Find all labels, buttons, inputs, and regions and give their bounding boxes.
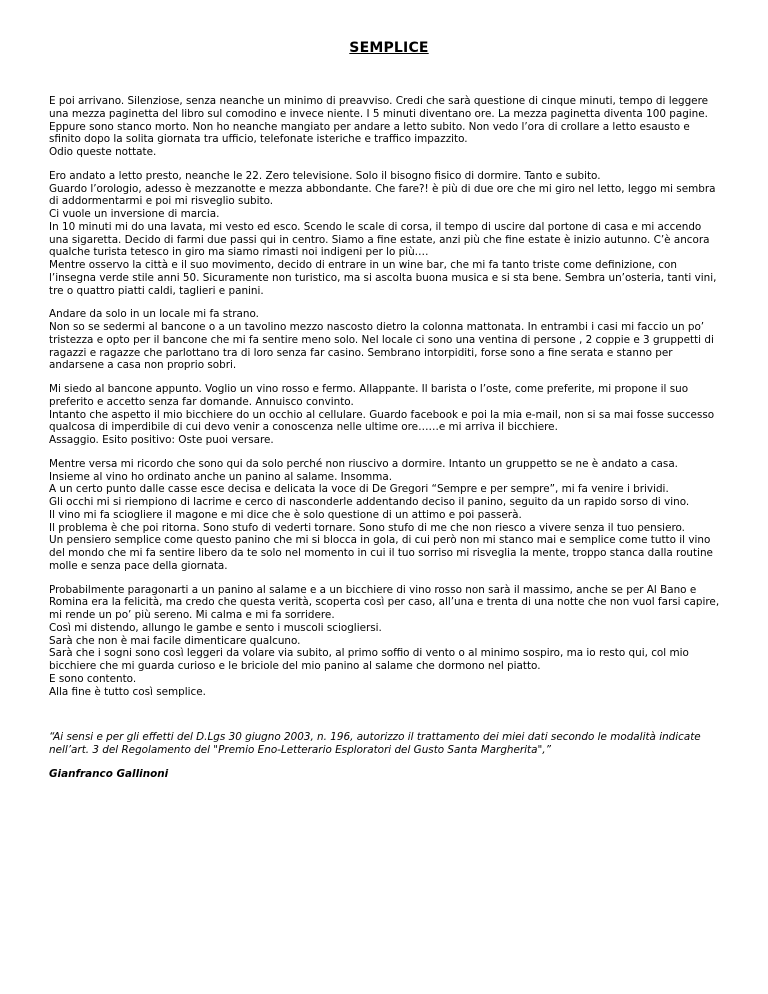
text-line: Un pensiero semplice come questo panino che mi si blocca in gola, di cui però non mi stanco mai e semplice come tutto il vino	[49, 534, 711, 547]
author-signature: Gianfranco Gallinoni	[49, 767, 169, 780]
document-title: SEMPLICE	[349, 40, 429, 56]
story-paragraph	[49, 308, 729, 372]
story-paragraph	[49, 170, 729, 298]
text-line: Guardo l’orologio, adesso è mezzanotte e mezza abbondante. Che fare?! è più di due ore che mi giro nel letto, leggo mi sembra	[49, 182, 716, 195]
text-line: Intanto che aspetto il mio bicchiere do un occhio al cellulare. Guardo facebook e poi la mia e-mail, non si sa mai fosse successo	[49, 408, 715, 421]
text-line: Insieme al vino ho ordinato anche un panino al salame. Insomma.	[49, 470, 393, 483]
text-line: bicchiere che mi guarda curioso e le briciole del mio panino al salame che dormono nel piatto.	[49, 660, 541, 672]
document-page	[49, 0, 729, 781]
story-paragraph	[49, 383, 729, 447]
text-line: preferito e accetto senza far domande. Annuisco convinto.	[49, 395, 354, 408]
text-line: del mondo che mi fa sentire libero da te solo nel momento in cui il tuo sorriso mi risveglia la mente, troppo stanca dalla routine	[49, 547, 713, 559]
text-line: Assaggio. Esito positivo: Oste puoi versare.	[49, 434, 274, 446]
text-line: Non so se sedermi al bancone o a un tavolino mezzo nascosto dietro la colonna mattonata. In entrambi i casi mi faccio un po’	[49, 321, 705, 333]
text-line: E poi arrivano. Silenziose, senza neanche un minimo di preavviso. Credi che sarà questione di cinque minuti, tempo di leggere	[49, 95, 709, 107]
text-line: mi rende un po’ più sereno. Mi calma e mi fa sorridere.	[49, 609, 335, 621]
text-line: molle e senza pace della giornata.	[49, 559, 228, 572]
text-line: Il vino mi fa sciogliere il magone e mi dice che è solo questione di un attimo e poi passerà.	[49, 508, 522, 521]
text-line: di addormentarmi e poi mi risveglio subito.	[49, 195, 274, 208]
text-line: E sono contento.	[49, 672, 137, 685]
text-line: una mezza paginetta del libro sul comodino e invece niente. I 5 minuti diventano ore. La mezza paginetta diventa 100 pagine.	[49, 107, 708, 120]
text-line: Ci vuole un inversione di marcia.	[49, 208, 220, 220]
text-line: Probabilmente paragonarti a un panino al salame e a un bicchiere di vino rosso non sarà il massimo, anche se per Al Bano e	[49, 583, 697, 596]
consent-line: nell’art. 3 del Regolamento del "Premio Eno-Letterario Esploratori del Gusto Santa Margherita",”	[49, 744, 551, 756]
text-line: Romina era la felicità, ma credo che questa verità, scoperta così per caso, all’una e trenta di una notte che non vuol farsi capire,	[49, 596, 720, 609]
text-line: tristezza e opto per il bancone che mi fa sentire meno solo. Nel locale ci sono una ventina di persone , 2 coppie e 3 gruppetti di	[49, 333, 714, 346]
text-line: Odio queste nottate.	[49, 146, 157, 158]
text-line: Alla fine è tutto così semplice.	[49, 685, 206, 698]
text-line: Mentre versa mi ricordo che sono qui da solo perché non riuscivo a dormire. Intanto un gruppetto se ne è andato a casa.	[49, 457, 678, 470]
text-line: qualche turista tetesco in giro ma siamo rimasti noi indigeni per lo più….	[49, 246, 429, 259]
text-line: Sarà che non è mai facile dimenticare qualcuno.	[49, 634, 301, 647]
text-line: Ero andato a letto presto, neanche le 22. Zero televisione. Solo il bisogno fisico di dormire. Tanto e subito.	[49, 169, 601, 182]
text-line: tre o quattro piatti caldi, taglieri e panini.	[49, 284, 264, 297]
consent-line: “Ai sensi e per gli effetti del D.Lgs 30 giugno 2003, n. 196, autorizzo il trattamento dei miei dati secondo le modalità indicate	[49, 731, 701, 744]
text-line: Mi siedo al bancone appunto. Voglio un vino rosso e fermo. Allappante. Il barista o l’oste, come preferite, mi propone il suo	[49, 383, 689, 395]
story-paragraph	[49, 458, 729, 573]
text-line: una sigaretta. Decido di farmi due passi qui in centro. Siamo a fine estate, anzi più che fine estate è inizio autunno. C’è ancora	[49, 233, 710, 246]
privacy-consent-note	[49, 731, 729, 757]
text-line: Eppure sono stanco morto. Non ho neanche mangiato per andare a letto subito. Non vedo l’ora di crollare a letto esausto e	[49, 120, 690, 133]
text-line: andarsene a casa non proprio sobri.	[49, 359, 237, 372]
text-line: Sarà che i sogni sono così leggeri da volare via subito, al primo soffio di vento o al minimo sospiro, ma io resto qui, col mio	[49, 647, 689, 660]
document-footer	[49, 731, 729, 781]
text-line: Così mi distendo, allungo le gambe e sento i muscoli sciogliersi.	[49, 621, 382, 634]
text-line: qualcosa di imperdibile di cui devo venir a conoscenza nelle ultime ore……e mi arriva il bicchiere.	[49, 421, 558, 434]
text-line: Il problema è che poi ritorna. Sono stufo di vederti tornare. Sono stufo di me che non riesco a vivere senza il tuo pensiero.	[49, 521, 685, 534]
text-line: Mentre osservo la città e il suo movimento, decido di entrare in un wine bar, che mi fa tanto triste come definizione, con	[49, 259, 677, 271]
text-line: Andare da solo in un locale mi fa strano.	[49, 308, 259, 321]
text-line: sfinito dopo la solita giornata tra ufficio, telefonate isteriche e traffico impazzito.	[49, 133, 468, 146]
text-line: In 10 minuti mi do una lavata, mi vesto ed esco. Scendo le scale di corsa, il tempo di uscire dal portone di casa e mi accendo	[49, 220, 702, 233]
text-line: A un certo punto dalle casse esce decisa e delicata la voce di De Gregori “Sempre e per sempre”, mi fa venire i brividi.	[49, 483, 669, 496]
text-line: ragazzi e ragazze che parlottano tra di loro senza far casino. Sembrano intorpiditi, forse sono a fine serata e stanno per	[49, 346, 673, 359]
text-line: Gli occhi mi si riempiono di lacrime e cerco di nasconderle addentando deciso il panino, seguito da un rapido sorso di vino.	[49, 496, 690, 508]
story-paragraph	[49, 584, 729, 699]
story-paragraph	[49, 95, 729, 159]
story-body	[49, 95, 729, 698]
text-line: l’insegna verde stile anni 50. Sicuramente non turistico, ma si ascolta buona musica e si sta bene. Sembra un’osteria, tanti vini,	[49, 271, 717, 284]
